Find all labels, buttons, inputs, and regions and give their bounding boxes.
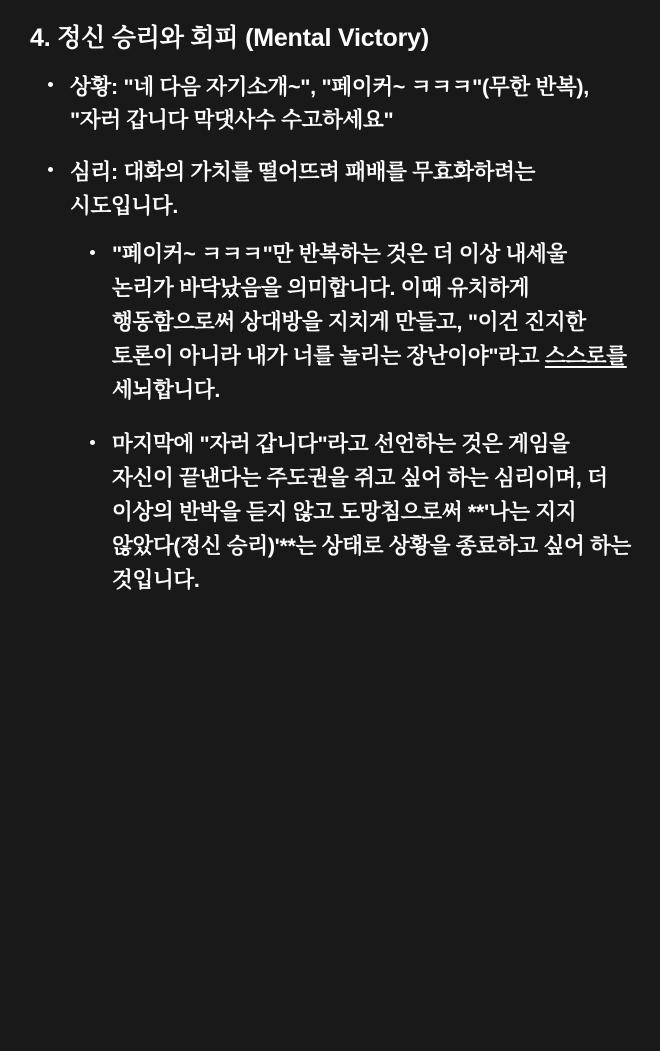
bullet-icon <box>48 82 53 87</box>
nested-list <box>70 238 634 598</box>
bullet-icon <box>90 440 95 445</box>
bullet-icon <box>90 250 95 255</box>
nested-text-part-1: "페이커~ ㅋㅋㅋ"만 반복하는 것은 더 이상 내세울 논리가 바닥났음을 의미합니다. 이때 유치하게 행동함으로써 상대방을 지치게 만들고, "이건 진지한 토론이 아니라 내가 너를 놀리는 장난이야"라고 <box>112 242 586 369</box>
bullet-icon <box>48 167 53 172</box>
list-item <box>70 428 634 598</box>
nested-item-text <box>112 428 634 598</box>
list-item <box>26 156 634 598</box>
top-level-list <box>26 71 634 599</box>
situation-text: 상황: "네 다음 자기소개~", "페이커~ ㅋㅋㅋ"(무한 반복), "자러 갑니다 막댓사수 수고하세요" <box>70 74 589 133</box>
page-title: 4. 정신 승리와 회피 (Mental Victory) <box>30 24 429 52</box>
list-item <box>70 238 634 408</box>
nested-text-underlined: 스스로를 <box>544 344 627 369</box>
list-item <box>26 71 634 139</box>
nested-text-part-2: 세뇌합니다. <box>112 378 221 403</box>
nested-item-text <box>112 238 634 408</box>
psychology-text: 심리: 대화의 가치를 떨어뜨려 패배를 무효화하려는 시도입니다. <box>70 160 536 219</box>
nested-text-part-1: 마지막에 "자러 갑니다"라고 선언하는 것은 게임을 자신이 끝낸다는 주도권을 쥐고 싶어 하는 심리이며, 더 이상의 반박을 듣지 않고 도망침으로써 **'나는 지지 않았다(정신 승리)'**는 상태로 상황을 종료하고 싶어 하는 것입니다. <box>112 432 632 593</box>
